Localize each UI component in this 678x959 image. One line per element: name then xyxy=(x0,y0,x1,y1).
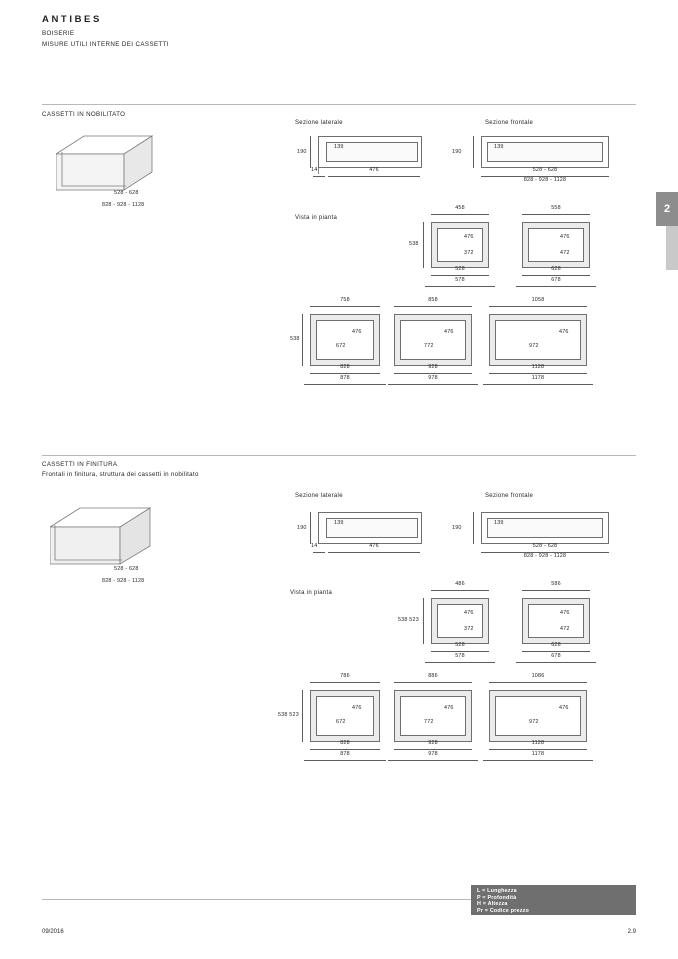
plan-2b-b1: 628 xyxy=(551,642,561,648)
front-section-1-w2: 828 - 928 - 1128 xyxy=(523,177,567,183)
isometric-drawer-2 xyxy=(50,500,175,578)
plan-2c-top: 786 xyxy=(340,673,350,679)
plan-1e-in-w: 476 xyxy=(559,329,569,335)
plan-2d-top: 886 xyxy=(428,673,438,679)
section-2-title: CASSETTI IN FINITURA xyxy=(42,461,118,468)
plan-1a-b1: 528 xyxy=(455,266,465,272)
plan-2e-in-w: 476 xyxy=(559,705,569,711)
side-section-2-d-in: 476 xyxy=(369,543,379,549)
front-section-1-h-in: 139 xyxy=(494,144,504,150)
plan-2d-in-w: 476 xyxy=(444,705,454,711)
plan-2a-top: 486 xyxy=(455,581,465,587)
plan-1b-b2: 678 xyxy=(551,277,561,283)
side-section-2-d-small: 14 xyxy=(311,543,318,549)
section-1-side-caption: Sezione laterale xyxy=(295,120,343,126)
plan-2b-in-w: 476 xyxy=(560,610,570,616)
plan-2d-in-d: 772 xyxy=(424,719,434,725)
plan-2e-in-d: 972 xyxy=(529,719,539,725)
header-line-2: MISURE UTILI INTERNE DEI CASSETTI xyxy=(42,41,169,48)
plan-1d-in-w: 476 xyxy=(444,329,454,335)
front-section-2-h-out: 190 xyxy=(452,525,462,531)
section-1-front-caption: Sezione frontale xyxy=(485,120,534,126)
plan-1d-b2: 978 xyxy=(428,375,438,381)
plan-2b-top: 586 xyxy=(551,581,561,587)
plan-1c-b1: 828 xyxy=(340,364,350,370)
legend-item-0: L = Lunghezza xyxy=(477,888,517,894)
plan-1b-in-d: 472 xyxy=(560,250,570,256)
header-line-1: BOISERIE xyxy=(42,30,75,37)
iso-2-label-1: 528 - 628 xyxy=(114,566,139,572)
side-section-1-d-in: 476 xyxy=(369,167,379,173)
page-tab-strip xyxy=(666,226,678,270)
side-section-2-h-out: 190 xyxy=(297,525,307,531)
plan-1e-in-d: 972 xyxy=(529,343,539,349)
section-2-front-caption: Sezione frontale xyxy=(485,493,534,499)
plan-1d-b1: 928 xyxy=(428,364,438,370)
footer-page-number: 2.9 xyxy=(627,929,636,935)
front-section-2-inner xyxy=(487,518,603,538)
plan-2b-inner xyxy=(528,604,584,638)
plan-1e-b1: 1128 xyxy=(531,364,545,370)
section-2-rule xyxy=(42,455,636,456)
brand-title: ANTIBES xyxy=(42,14,102,25)
plan-2e-b2: 1178 xyxy=(531,751,545,757)
front-section-2-w2: 828 - 928 - 1128 xyxy=(523,553,567,559)
plan-1d-inner xyxy=(400,320,466,360)
section-2-side-caption: Sezione laterale xyxy=(295,493,343,499)
iso-2-label-2: 828 - 928 - 1128 xyxy=(102,578,145,584)
plan-1b-top: 558 xyxy=(551,205,561,211)
plan-2e-b1: 1128 xyxy=(531,740,545,746)
plan-2a-in-d: 372 xyxy=(464,626,474,632)
side-section-2-h-in: 139 xyxy=(334,520,344,526)
plan-2a-in-w: 476 xyxy=(464,610,474,616)
plan-1a-in-d: 372 xyxy=(464,250,474,256)
plan-2d-b2: 978 xyxy=(428,751,438,757)
section-1-plan-caption: Vista in pianta xyxy=(295,215,338,221)
side-section-1-d-small: 14 xyxy=(311,167,318,173)
plan-1b-b1: 628 xyxy=(551,266,561,272)
plan-2c-in-d: 672 xyxy=(336,719,346,725)
legend-item-2: H = Altezza xyxy=(477,901,508,908)
plan-2a-left: 538 523 xyxy=(398,617,419,623)
section-2-plan-caption: Vista in pianta xyxy=(290,590,333,596)
page-tab-number: 2 xyxy=(656,192,678,226)
front-section-2-w1: 528 - 628 xyxy=(532,543,558,549)
front-section-1-inner xyxy=(487,142,603,162)
plan-2a-b1: 528 xyxy=(455,642,465,648)
plan-1a-top: 458 xyxy=(455,205,465,211)
legend-item-1: P = Profondità xyxy=(477,894,517,901)
plan-1c-in-d: 672 xyxy=(336,343,346,349)
front-section-1-w1: 528 - 628 xyxy=(532,167,558,173)
plan-2d-inner xyxy=(400,696,466,736)
plan-2d-b1: 928 xyxy=(428,740,438,746)
plan-1c-in-w: 476 xyxy=(352,329,362,335)
side-section-1-h-out: 190 xyxy=(297,149,307,155)
plan-2c-b1: 828 xyxy=(340,740,350,746)
plan-1c-inner xyxy=(316,320,374,360)
plan-1e-inner xyxy=(495,320,581,360)
plan-2c-inner xyxy=(316,696,374,736)
plan-1a-in-w: 476 xyxy=(464,234,474,240)
plan-1c-top: 758 xyxy=(340,297,350,303)
plan-2a-b2: 578 xyxy=(455,653,465,659)
plan-1a-inner xyxy=(437,228,483,262)
plan-1c-left: 538 xyxy=(290,336,300,342)
iso-1-label-2: 828 - 928 - 1128 xyxy=(102,202,145,208)
front-section-1-h-out: 190 xyxy=(452,149,462,155)
plan-2b-b2: 678 xyxy=(551,653,561,659)
section-1-rule xyxy=(42,104,636,105)
plan-2c-in-w: 476 xyxy=(352,705,362,711)
plan-1b-inner xyxy=(528,228,584,262)
plan-2c-b2: 878 xyxy=(340,751,350,757)
footer-date: 09/2016 xyxy=(42,929,64,935)
plan-1b-in-w: 476 xyxy=(560,234,570,240)
plan-1d-top: 858 xyxy=(428,297,438,303)
plan-2e-inner xyxy=(495,696,581,736)
legend-item-3: Pr = Codice prezzo xyxy=(477,907,529,914)
front-section-2-h-in: 139 xyxy=(494,520,504,526)
plan-1d-in-d: 772 xyxy=(424,343,434,349)
side-section-1-h-in: 139 xyxy=(334,144,344,150)
section-2-subtitle: Frontali in finitura, struttura dei cassetti in nobilitato xyxy=(42,471,199,478)
plan-2e-top: 1086 xyxy=(531,673,545,679)
iso-1-label-1: 528 - 628 xyxy=(114,190,139,196)
legend-box xyxy=(471,885,636,915)
plan-1c-b2: 878 xyxy=(340,375,350,381)
plan-2c-left: 538 523 xyxy=(278,712,299,718)
plan-1e-top: 1058 xyxy=(531,297,545,303)
plan-2b-in-d: 472 xyxy=(560,626,570,632)
plan-2a-inner xyxy=(437,604,483,638)
plan-1a-left: 538 xyxy=(409,241,419,247)
plan-1a-b2: 578 xyxy=(455,277,465,283)
plan-1e-b2: 1178 xyxy=(531,375,545,381)
section-1-title: CASSETTI IN NOBILITATO xyxy=(42,111,126,118)
